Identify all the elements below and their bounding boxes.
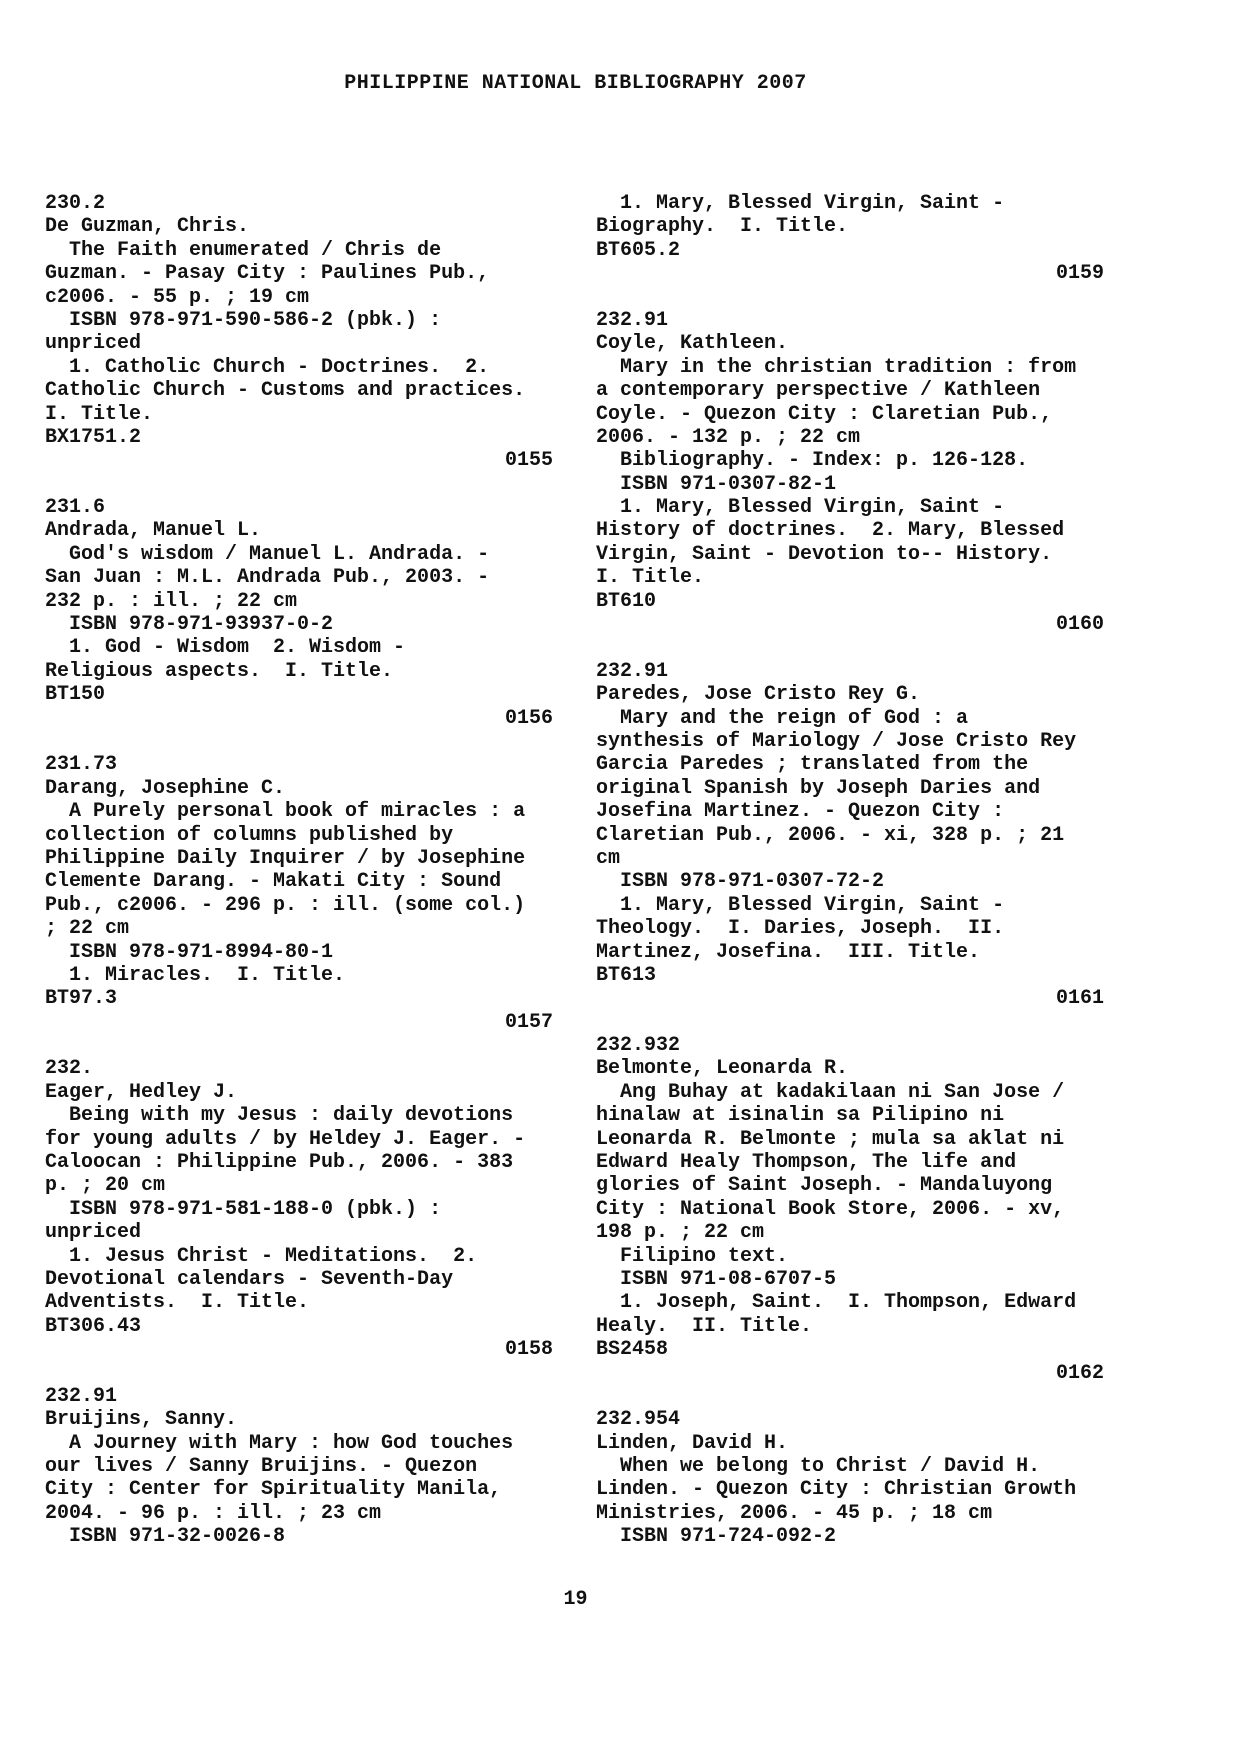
entry-line: 1. Catholic Church - Doctrines. 2.: [45, 355, 490, 379]
entry-line: [45, 1362, 553, 1385]
entry-line: 1. Joseph, Saint. I. Thompson, Edward: [596, 1291, 1077, 1315]
entry-line: Being with my Jesus : daily devotions: [45, 1104, 514, 1128]
entry-line: Caloocan : Philippine Pub., 2006. - 383: [45, 1151, 514, 1175]
entry-line: BX1751.2: [45, 425, 142, 449]
entry-line: unpriced: [45, 1221, 142, 1245]
entry-line: collection of columns published by: [45, 823, 454, 847]
entry-line: Biography. I. Title.: [596, 215, 849, 239]
entry-line: 232.932: [596, 1034, 681, 1058]
entry-line: [596, 636, 1104, 659]
entry-line: ISBN 978-971-590-586-2 (pbk.) :: [45, 308, 442, 332]
entry-number: 0156: [504, 706, 553, 730]
entry-line: Coyle, Kathleen.: [596, 332, 789, 356]
entry-line: ISBN 971-32-0026-8: [45, 1525, 286, 1549]
entry-line: Eager, Hedley J.: [45, 1080, 238, 1104]
entry-line: Pub., c2006. - 296 p. : ill. (some col.): [45, 893, 526, 917]
entry-number: 0158: [504, 1338, 553, 1362]
entry-line: [45, 730, 553, 753]
entry-line: [596, 286, 1104, 309]
entry-line: [45, 1034, 553, 1057]
entry-line: for young adults / by Heldey J. Eager. -: [45, 1127, 526, 1151]
left-column: [45, 192, 553, 1549]
entry-line: BT150: [45, 683, 106, 707]
entry-line: ISBN 978-971-93937-0-2: [45, 613, 334, 637]
entry-line: ISBN 978-971-581-188-0 (pbk.) :: [45, 1197, 442, 1221]
entry-line: 1. Jesus Christ - Meditations. 2.: [45, 1244, 478, 1268]
entry-number: 0161: [1055, 987, 1104, 1011]
entry-line: God's wisdom / Manuel L. Andrada. -: [45, 542, 490, 566]
entry-line: BT306.43: [45, 1314, 142, 1338]
entry-line: BS2458: [596, 1338, 669, 1362]
entry-line: 231.73: [45, 753, 118, 777]
entry-line: Darang, Josephine C.: [45, 776, 286, 800]
page-number: 19: [563, 1588, 588, 1611]
entry-line: Coyle. - Quezon City : Claretian Pub.,: [596, 402, 1053, 426]
entry-line: Ministries, 2006. - 45 p. ; 18 cm: [596, 1501, 993, 1525]
entry-line: ISBN 971-724-092-2: [596, 1525, 837, 1549]
entry-line: Bruijins, Sanny.: [45, 1408, 238, 1432]
entry-line: 1. Mary, Blessed Virgin, Saint -: [596, 496, 1005, 520]
entry-line: Martinez, Josefina. III. Title.: [596, 940, 981, 964]
entry-line: ISBN 978-971-8994-80-1: [45, 940, 334, 964]
entry-line: 232.91: [596, 659, 669, 683]
entry-line: Filipino text.: [596, 1244, 789, 1268]
entry-line: Philippine Daily Inquirer / by Josephine: [45, 846, 526, 870]
entry-line: hinalaw at isinalin sa Pilipino ni: [596, 1104, 1005, 1128]
entry-line: Linden, David H.: [596, 1431, 789, 1455]
entry-line: unpriced: [45, 332, 142, 356]
entry-line: Linden. - Quezon City : Christian Growth: [596, 1478, 1077, 1502]
entry-line: BT613: [596, 963, 657, 987]
entry-line: Catholic Church - Customs and practices.: [45, 379, 526, 403]
entry-line: Virgin, Saint - Devotion to-- History.: [596, 542, 1053, 566]
entry-line: original Spanish by Joseph Daries and: [596, 776, 1041, 800]
entry-line: ISBN 971-0307-82-1: [596, 472, 837, 496]
entry-line: 232 p. : ill. ; 22 cm: [45, 589, 298, 613]
entry-line: p. ; 20 cm: [45, 1174, 166, 1198]
entry-line: 232.91: [596, 308, 669, 332]
entry-line: Edward Healy Thompson, The life and: [596, 1151, 1017, 1175]
entry-line: a contemporary perspective / Kathleen: [596, 379, 1041, 403]
entry-number: 0160: [1055, 613, 1104, 637]
entry-line: 232.954: [596, 1408, 681, 1432]
entry-line: San Juan : M.L. Andrada Pub., 2003. -: [45, 566, 490, 590]
entry-line: History of doctrines. 2. Mary, Blessed: [596, 519, 1065, 543]
entry-line: ; 22 cm: [45, 917, 130, 941]
entry-line: Bibliography. - Index: p. 126-128.: [596, 449, 1029, 473]
entry-line: 1. Mary, Blessed Virgin, Saint -: [596, 893, 1005, 917]
entry-line: Adventists. I. Title.: [45, 1291, 310, 1315]
entry-line: BT610: [596, 589, 657, 613]
entry-number: 0157: [504, 1010, 553, 1034]
entry-line: synthesis of Mariology / Jose Cristo Rey: [596, 729, 1077, 753]
entry-line: Devotional calendars - Seventh-Day: [45, 1267, 454, 1291]
entry-line: BT97.3: [45, 987, 118, 1011]
entry-line: c2006. - 55 p. ; 19 cm: [45, 285, 310, 309]
entry-line: I. Title.: [596, 566, 705, 590]
entry-line: Josefina Martinez. - Quezon City :: [596, 800, 1005, 824]
entry-line: Ang Buhay at kadakilaan ni San Jose /: [596, 1080, 1065, 1104]
entry-line: glories of Saint Joseph. - Mandaluyong: [596, 1174, 1053, 1198]
entry-line: When we belong to Christ / David H.: [596, 1455, 1041, 1479]
entry-line: 230.2: [45, 192, 106, 215]
entry-line: 1. God - Wisdom 2. Wisdom -: [45, 636, 406, 660]
entry-line: 2006. - 132 p. ; 22 cm: [596, 425, 861, 449]
entry-line: Healy. II. Title.: [596, 1314, 813, 1338]
entry-line: 1. Mary, Blessed Virgin, Saint -: [596, 192, 1005, 215]
entry-line: Theology. I. Daries, Joseph. II.: [596, 917, 1005, 941]
entry-line: 231.6: [45, 496, 106, 520]
entry-line: 232.: [45, 1057, 94, 1081]
entry-line: Religious aspects. I. Title.: [45, 659, 394, 683]
entry-line: 2004. - 96 p. : ill. ; 23 cm: [45, 1501, 382, 1525]
entry-line: Mary in the christian tradition : from: [596, 355, 1077, 379]
entry-line: 198 p. ; 22 cm: [596, 1221, 765, 1245]
entry-number: 0162: [1055, 1361, 1104, 1385]
page-header: PHILIPPINE NATIONAL BIBLIOGRAPHY 2007: [344, 72, 807, 95]
entry-line: Garcia Paredes ; translated from the: [596, 753, 1029, 777]
entry-line: Belmonte, Leonarda R.: [596, 1057, 849, 1081]
entry-line: [45, 473, 553, 496]
entry-line: De Guzman, Chris.: [45, 215, 250, 239]
entry-line: Leonarda R. Belmonte ; mula sa aklat ni: [596, 1127, 1065, 1151]
entry-line: ISBN 978-971-0307-72-2: [596, 870, 885, 894]
entry-line: Paredes, Jose Cristo Rey G.: [596, 683, 921, 707]
entry-line: ISBN 971-08-6707-5: [596, 1267, 837, 1291]
entry-line: 232.91: [45, 1384, 118, 1408]
entry-line: BT605.2: [596, 238, 681, 262]
entry-number: 0155: [504, 449, 553, 473]
entry-line: A Purely personal book of miracles : a: [45, 800, 526, 824]
entry-line: Andrada, Manuel L.: [45, 519, 262, 543]
entry-line: Mary and the reign of God : a: [596, 706, 969, 730]
entry-number: 0159: [1055, 262, 1104, 286]
entry-line: [596, 1385, 1104, 1408]
entry-line: cm: [596, 846, 621, 870]
entry-line: Claretian Pub., 2006. - xi, 328 p. ; 21: [596, 823, 1065, 847]
entry-line: 1. Miracles. I. Title.: [45, 963, 346, 987]
entry-line: City : National Book Store, 2006. - xv,: [596, 1197, 1065, 1221]
entry-line: our lives / Sanny Bruijins. - Quezon: [45, 1455, 478, 1479]
entry-line: I. Title.: [45, 402, 154, 426]
entry-line: Clemente Darang. - Makati City : Sound: [45, 870, 502, 894]
entry-line: A Journey with Mary : how God touches: [45, 1431, 514, 1455]
entry-line: [596, 1011, 1104, 1034]
entry-line: City : Center for Spirituality Manila,: [45, 1478, 502, 1502]
entry-line: The Faith enumerated / Chris de: [45, 238, 442, 262]
right-column: [596, 192, 1104, 1549]
entry-line: Guzman. - Pasay City : Paulines Pub.,: [45, 262, 490, 286]
